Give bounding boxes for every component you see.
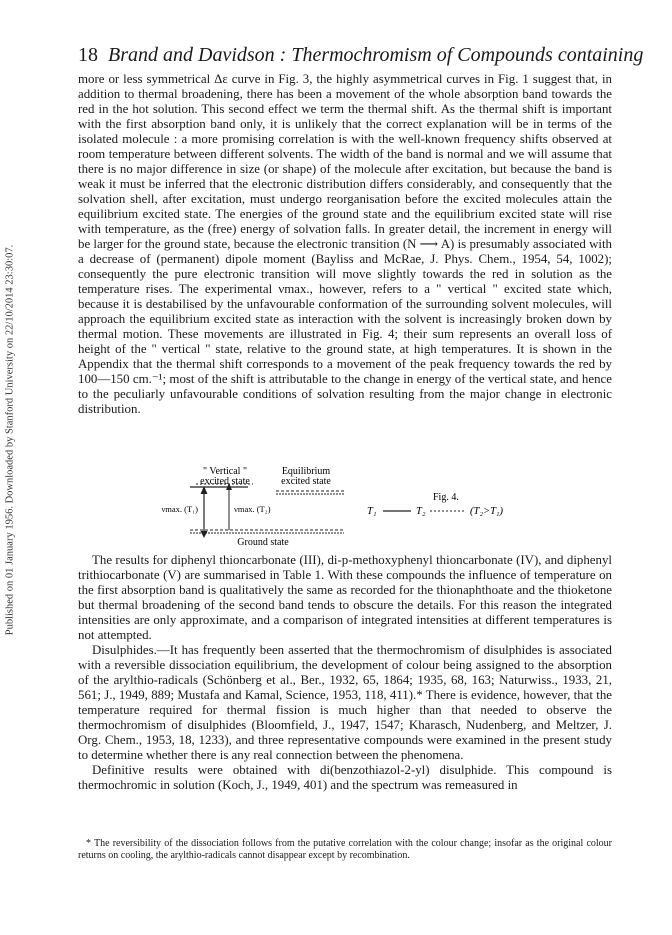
paragraph-definitive-results: Definitive results were obtained with di(benzothiazol-2-yl) disulphide. This compound is thermochromic in solution (Koch, J., 1949, 401) and the spectrum was remeasured in [78,763,612,792]
body-text-bottom [78,553,612,793]
legend-t1: T₁ [367,506,377,517]
energy-level-diagram [78,464,612,556]
label-vmax-t1: νmax. (T₁) [161,504,198,514]
paragraph-disulphides: Disulphides.—It has frequently been asserted that the thermochromism of disulphides is associated with a reversible dissociation equilibrium, the development of colour being assigned to the absorption of the arylthio-radicals (Schönberg et al., Ber., 1932, 65, 1864; 1935, 68, 163; Naturwiss., 1933, 21, 561; J., 1949, 889; Mustafa and Kamal, Science, 1953, 118, 411).* There is evidence, however, that the temperature required for thermal fission is much higher than that needed to observe the thermochromism of disulphides (Bloomfield, J., 1947, 1547; Kharasch, Nudenberg, and Meltzer, J. Org. Chem., 1953, 18, 1233), and three representative compounds were examined in the present study to determine whether there is any real connection between the phenomena. [78,643,612,762]
footnote [78,838,612,861]
body-text-top [78,72,612,417]
paragraph-thermal-shift: more or less symmetrical Δε curve in Fig. 3, the highly asymmetrical curves in Fig. 1 suggest that, in addition to thermal broadening, there has been a movement of the whole absorption band towards the red in the hot solution. This second effect we term the thermal shift. As the thermal shift is important with the first absorption band only, it is unlikely that the correct explanation will be in terms of the isolated molecule : a more promising correlation is with the well-known frequency shifts observed at room temperature between different solvents. The width of the band is normal and we will assume that there is no major difference in size (or shape) of the molecule after excitation, but because the band is weak it must be inferred that the electronic distribution differs considerably, and consequently that the solvation shell, after excitation, must undergo reorganisation before the excited molecules attain the equilibrium excited state. The energies of the ground state and the equilibrium excited state will rise with temperature, as the (free) energy of solvation falls. In greater detail, the increment in energy will be larger for the ground state, because the electronic transition (N ⟶ A) is presumably associated with a decrease of (permanent) dipole moment (Bayliss and McRae, J. Phys. Chem., 1954, 54, 1002); consequently the pure electronic transition will move slightly towards the red in solution as the temperature rises. The experimental νmax., however, refers to a " vertical " excited state which, because it is destabilised by the unfavourable conformation of the surrounding solvent molecules, will approach the equilibrium excited state as interaction with the solvent is increasingly broken down by thermal motion. These movements are illustrated in Fig. 4; their sum represents an overall loss of height of the " vertical " state, relative to the ground state, at high temperatures. It is shown in the Appendix that the thermal shift corresponds to a movement of the peak frequency towards the red by 100—150 cm.⁻¹; most of the shift is attributable to the change in energy of the vertical state, and hence to the peculiarly unfavourable conditions of solvation resulting from the major change in electronic distribution. [78,72,612,416]
page-number: 18 [78,44,98,66]
running-header [78,44,643,67]
label-equilibrium: Equilibrium [281,466,331,477]
figure-caption: Fig. 4. [433,492,459,503]
paragraph-thioncarbonates: The results for diphenyl thioncarbonate (III), di-p-methoxyphenyl thioncarbonate (IV), and diphenyl trithiocarbonate (V) are summarised in Table 1. With these compounds the influence of temperature on the first absorption band is qualitatively the same as recorded for the thionaphthoate and the thioketone but thermal broadening of the second band tends to obscure the details. For this reason the integrated intensities are only approximate, and a comparison of integrated intensities at different temperatures is not attempted. [78,553,612,642]
label-vmax-t2: νmax. (T₂) [234,504,271,514]
running-title: Brand and Davidson : Thermochromism of Compounds containing [108,44,644,66]
figure-4 [78,464,612,556]
label-ground-state: Ground state [237,537,289,548]
publication-notice [2,120,18,760]
legend-note: (T₂>T₁) [470,506,504,517]
label-equilibrium-2: excited state [281,476,331,487]
label-vertical-2: excited state [200,476,250,487]
footnote-text: * The reversibility of the dissociation follows from the putative correlation with the colour change; insofar as the original colour returns on cooling, the arylthio-radicals cannot disappear except by recombination. [78,838,612,861]
legend-t2: T₂ [416,506,426,517]
label-vertical: " Vertical " [202,466,248,477]
publication-notice-text: Published on 01 January 1956. Downloaded by Stanford University on 22/10/2014 23:30:07. [4,244,16,636]
